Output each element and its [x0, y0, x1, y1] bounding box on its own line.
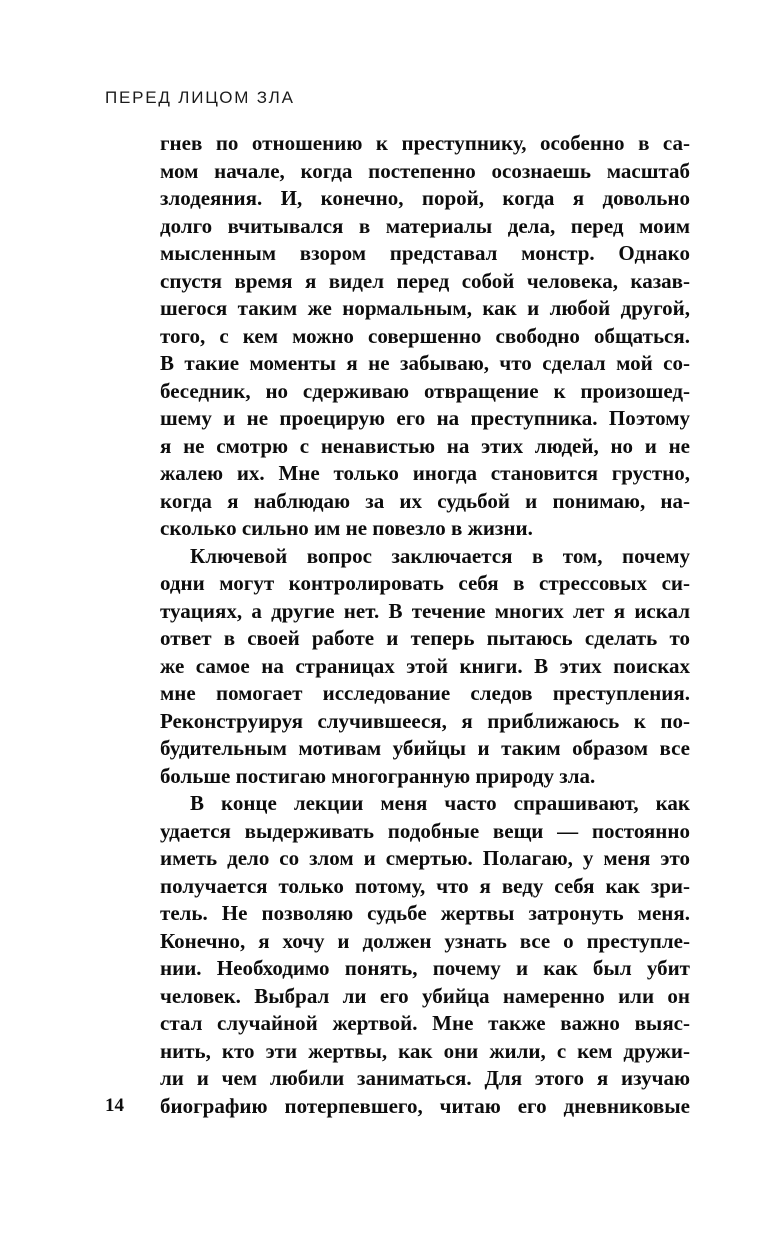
text-line: когда я наблюдаю за их судьбой и понимаю, на-: [160, 488, 690, 513]
text-line: тель. Не позволяю судьбе жертвы затронуть меня.: [160, 901, 690, 925]
text-line: спустя время я видел перед собой человека, казав-: [160, 268, 690, 293]
text-line: долго вчитывался в материалы дела, перед моим: [160, 213, 690, 238]
running-header: ПЕРЕД ЛИЦОМ ЗЛА: [105, 88, 295, 107]
text-line: злодеяния. И, конечно, порой, когда я довольно: [160, 186, 690, 210]
text-line: нить, кто эти жертвы, как они жили, с кем дружи-: [160, 1038, 690, 1063]
text-line: же самое на страницах этой книги. В этих поисках: [160, 653, 690, 678]
page-number: 14: [105, 1095, 124, 1116]
text-line: биографию потерпевшего, читаю его дневниковые: [160, 1093, 690, 1118]
text-line: я не смотрю с ненавистью на этих людей, но и не: [160, 433, 690, 458]
text-line: ли и чем любили заниматься. Для этого я изучаю: [160, 1066, 690, 1090]
text-line: шему и не проецирую его на преступника. Поэтому: [160, 406, 690, 430]
text-line: мом начале, когда постепенно осознаешь масштаб: [160, 158, 690, 183]
text-line: стал случайной жертвой. Мне также важно выяс-: [160, 1011, 690, 1035]
text-line: одни могут контролировать себя в стрессовых си-: [160, 571, 690, 595]
text-line: больше постигаю многогранную природу зла.: [160, 763, 596, 788]
text-line: гнев по отношению к преступнику, особенно в са-: [160, 131, 690, 155]
text-line: шегося таким же нормальным, как и любой другой,: [160, 296, 690, 320]
text-line: беседник, но сдерживаю отвращение к произошед-: [160, 378, 690, 403]
text-line: человек. Выбрал ли его убийца намеренно или он: [160, 983, 690, 1008]
text-line: Ключевой вопрос заключается в том, почему: [190, 543, 690, 568]
text-line: В конце лекции меня часто спрашивают, как: [190, 791, 690, 815]
text-line: нии. Необходимо понять, почему и как был убит: [160, 956, 690, 980]
text-line: Конечно, я хочу и должен узнать все о преступле-: [160, 928, 690, 953]
text-line: ответ в своей работе и теперь пытаюсь сделать то: [160, 626, 690, 650]
text-line: мысленным взором представал монстр. Однако: [160, 241, 690, 265]
text-line: мне помогает исследование следов преступления.: [160, 681, 690, 705]
text-line: В такие моменты я не забываю, что сделал мой со-: [160, 351, 690, 375]
text-line: туациях, а другие нет. В течение многих лет я искал: [160, 598, 690, 623]
text-line: Реконструируя случившееся, я приближаюсь к по-: [160, 708, 690, 733]
text-line: получается только потому, что я веду себя как зри-: [160, 873, 690, 898]
text-line: сколько сильно им не повезло в жизни.: [160, 516, 533, 540]
body-text: [160, 130, 690, 1120]
text-line: будительным мотивам убийцы и таким образом все: [160, 736, 690, 760]
text-line: иметь дело со злом и смертью. Полагаю, у меня это: [160, 846, 690, 870]
text-line: жалею их. Мне только иногда становится грустно,: [160, 461, 690, 485]
text-line: того, с кем можно совершенно свободно общаться.: [160, 323, 690, 348]
text-line: удается выдерживать подобные вещи — постоянно: [160, 818, 690, 843]
